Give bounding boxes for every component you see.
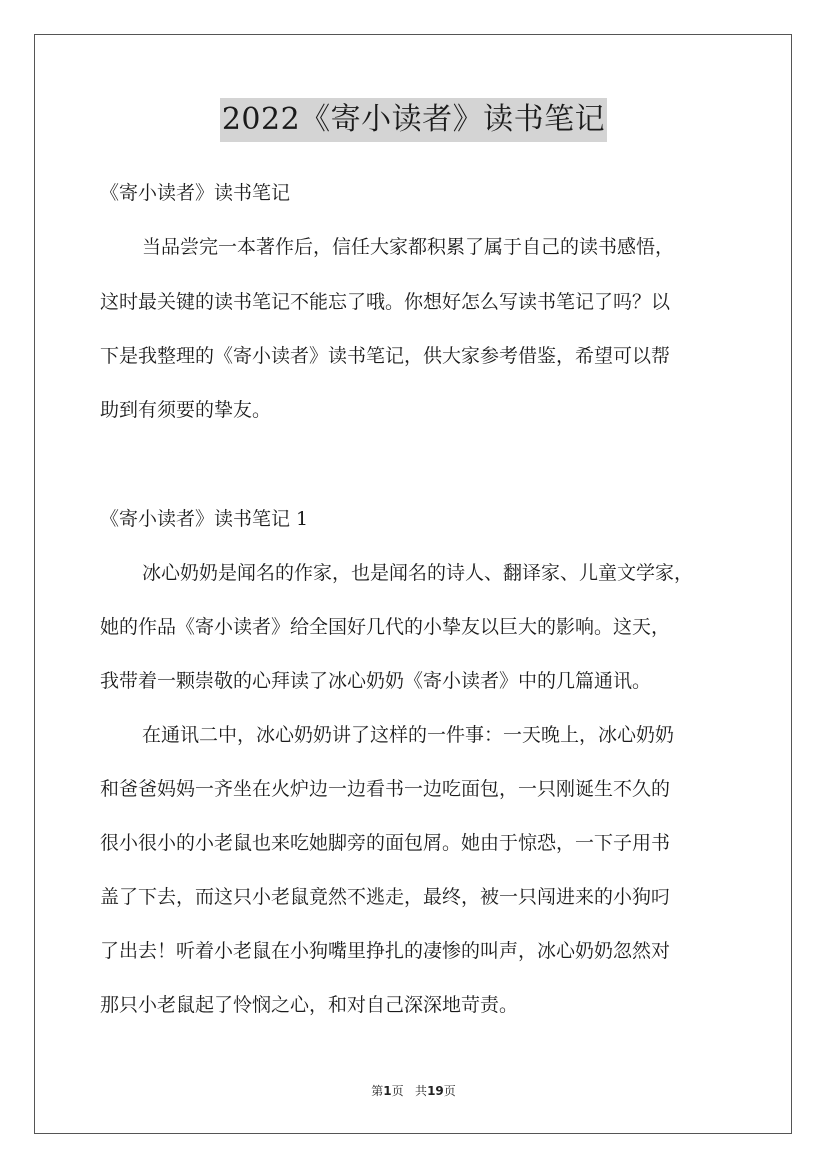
document-title: 2022《寄小读者》读书笔记 (220, 98, 607, 142)
paragraph-line: 那只小老鼠起了怜悯之心，和对自己深深地苛责。 (100, 994, 519, 1016)
paragraph-line: 冰心奶奶是闻名的作家，也是闻名的诗人、翻译家、儿童文学家， (142, 562, 694, 584)
paragraph-line: 和爸爸妈妈一齐坐在火炉边一边看书一边吃面包，一只刚诞生不久的 (100, 778, 671, 800)
paragraph-line: 她的作品《寄小读者》给全国好几代的小挚友以巨大的影响。这天， (100, 616, 671, 638)
page-suffix: 页 (391, 1084, 404, 1098)
page-current: 1 (383, 1084, 392, 1098)
paragraph-line: 助到有须要的挚友。 (100, 399, 272, 421)
paragraph-line: 这时最关键的读书笔记不能忘了哦。你想好怎么写读书笔记了吗？以 (100, 291, 671, 313)
page-footer (0, 1082, 827, 1099)
paragraph-line: 很小很小的小老鼠也来吃她脚旁的面包屑。她由于惊恐，一下子用书 (100, 832, 671, 854)
page-prefix: 第 (371, 1084, 384, 1098)
paragraph-line: 我带着一颗崇敬的心拜读了冰心奶奶《寄小读者》中的几篇通讯。 (100, 670, 652, 692)
heading-line: 《寄小读者》读书笔记 (100, 182, 291, 204)
paragraph-line: 当品尝完一本著作后，信任大家都积累了属于自己的读书感悟， (142, 236, 675, 258)
total-suffix: 页 (443, 1084, 456, 1098)
paragraph-line: 盖了下去，而这只小老鼠竟然不逃走，最终，被一只闯进来的小狗叼 (100, 886, 671, 908)
paragraph-line: 下是我整理的《寄小读者》读书笔记，供大家参考借鉴，希望可以帮 (100, 345, 671, 367)
paragraph-line: 在通讯二中，冰心奶奶讲了这样的一件事：一天晚上，冰心奶奶 (142, 724, 675, 746)
title-wrap (0, 98, 827, 142)
section-heading: 《寄小读者》读书笔记 1 (100, 508, 309, 530)
page-total: 19 (427, 1084, 444, 1098)
paragraph-line: 了出去！听着小老鼠在小狗嘴里挣扎的凄惨的叫声，冰心奶奶忽然对 (100, 940, 671, 962)
total-prefix: 共 (415, 1084, 428, 1098)
